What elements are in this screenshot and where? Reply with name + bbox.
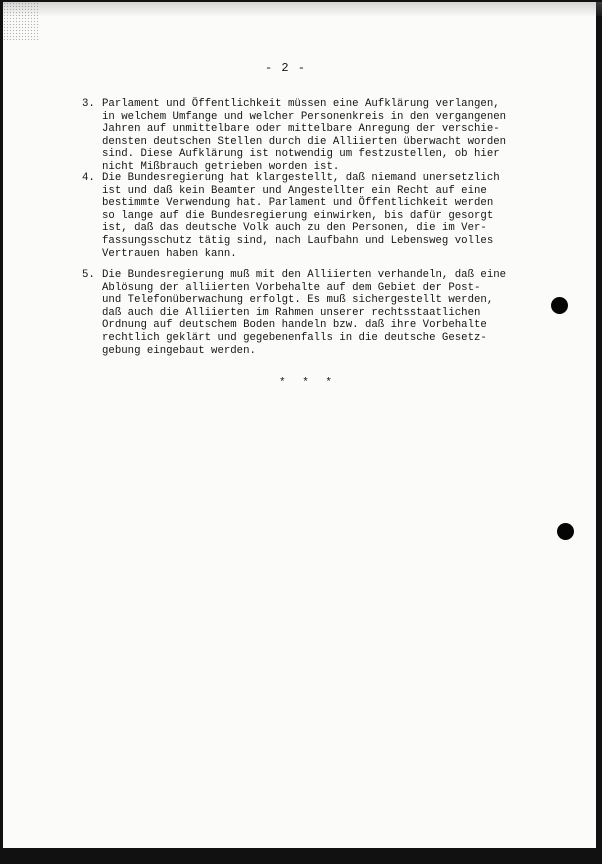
text-line: Vertrauen haben kann. [102, 247, 237, 260]
text-line: in welchem Umfange und welcher Personenkreis in den vergangenen [102, 110, 507, 123]
text-line: Jahren auf unmittelbare oder mittelbare Anregung der verschie- [102, 123, 500, 136]
text-line: und Telefonüberwachung erfolgt. Es muß sichergestellt werden, [102, 294, 494, 307]
page-number: - 2 - [265, 61, 307, 75]
item-number: 5. [82, 269, 95, 281]
text-line: sind. Diese Aufklärung ist notwendig um festzustellen, ob hier [102, 148, 500, 161]
text-line: Die Bundesregierung hat klargestellt, daß niemand unersetzlich [102, 172, 500, 184]
text-line: ist, daß das deutsche Volk auch zu den Personen, die im Ver- [102, 222, 487, 235]
punch-hole-icon [557, 523, 574, 540]
text-line: nicht Mißbrauch getrieben worden ist. [102, 160, 340, 173]
text-line: Ablösung der alliierten Vorbehalte auf dem Gebiet der Post- [102, 281, 481, 294]
punch-hole-icon [551, 297, 568, 314]
item-text [102, 172, 500, 260]
item-number: 3. [82, 98, 95, 110]
text-line: fassungsschutz tätig sind, nach Laufbahn und Lebensweg volles [102, 234, 494, 247]
text-line: bestimmte Verwendung hat. Parlament und Öffentlichkeit werden [102, 197, 494, 210]
text-line: ist und daß kein Beamter und Angestellter ein Recht auf eine [102, 184, 487, 197]
item-number: 4. [82, 172, 95, 184]
text-line: gebung eingebaut werden. [102, 344, 256, 357]
section-separator: * * * [279, 377, 338, 389]
text-line: so lange auf die Bundesregierung einwirken, bis dafür gesorgt [102, 209, 494, 222]
item-text [102, 269, 506, 357]
text-line: Die Bundesregierung muß mit den Alliierten verhandeln, daß eine [102, 269, 507, 281]
text-line: Parlament und Öffentlichkeit müssen eine Aufklärung verlangen, [102, 98, 500, 110]
text-line: rechtlich geklärt und gegebenenfalls in die deutsche Gesetz- [102, 331, 487, 344]
item-text [102, 98, 506, 174]
text-line: daß auch die Alliierten im Rahmen unserer rechtsstaatlichen [102, 306, 481, 319]
text-line: Ordnung auf deutschem Boden handeln bzw. daß ihre Vorbehalte [102, 319, 487, 332]
text-line: densten deutschen Stellen durch die Alliierten überwacht worden [102, 135, 507, 148]
